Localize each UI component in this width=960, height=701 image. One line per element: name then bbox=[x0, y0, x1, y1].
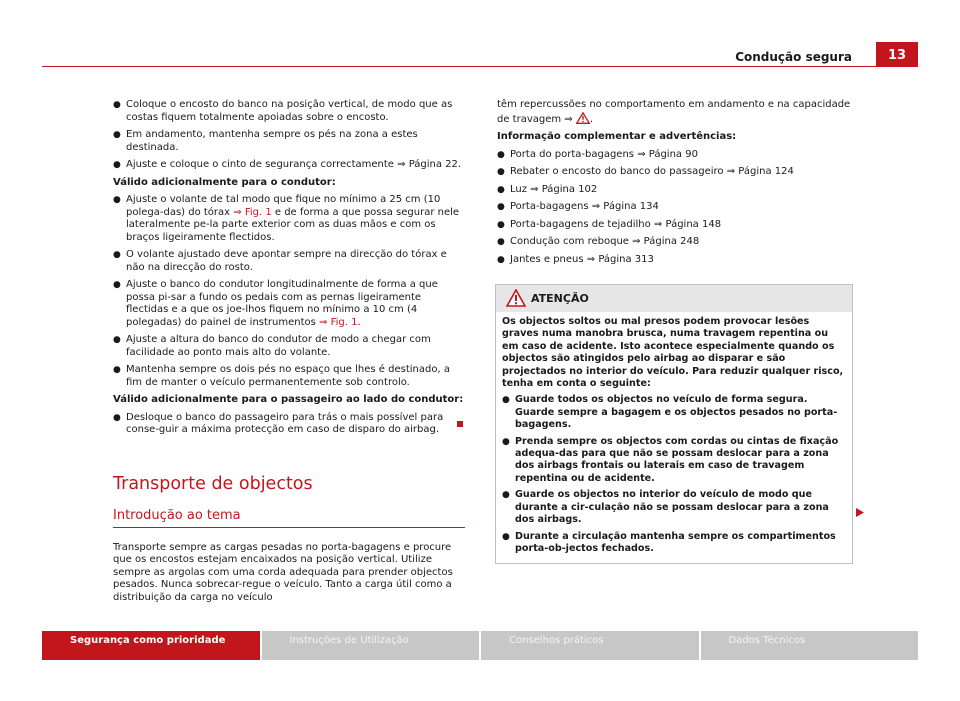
bullet-icon: ● bbox=[113, 335, 121, 345]
bullet-icon: ● bbox=[497, 202, 505, 212]
footer-tabs bbox=[42, 631, 918, 660]
continue-arrow-icon bbox=[856, 508, 864, 517]
tab-conselhos[interactable]: Conselhos práticos bbox=[479, 631, 699, 660]
tab-instrucoes[interactable]: Instruções de Utilização bbox=[260, 631, 480, 660]
bullet-item bbox=[497, 254, 851, 267]
page-number: 13 bbox=[876, 42, 918, 67]
bullet-icon: ● bbox=[497, 219, 505, 230]
figure-link[interactable]: ⇒ Fig. 1 bbox=[233, 206, 272, 218]
bullet-item: ● Desloque o banco do passageiro para trás o mais possível para conse-guir a máxima protecção em caso de disparo do airbag. bbox=[113, 411, 444, 435]
bullet-item: ● Ajuste o volante de tal modo que fique no mínimo a 25 cm (10 polega-das) do tórax ⇒ Fig. 1 e de forma a que possa segurar nele lateralmente pe-la parte exterior com as duas mãos e com os braços ligeiramente flectidos. bbox=[113, 194, 460, 243]
bullet-item bbox=[497, 219, 851, 232]
bullet-item bbox=[497, 149, 851, 162]
passenger-heading: Válido adicionalmente para o passageiro ao lado do condutor: bbox=[113, 394, 464, 405]
bullet-item bbox=[497, 236, 851, 249]
bullet-text: Luz ⇒ Página 102 bbox=[510, 183, 598, 195]
bullet-item bbox=[502, 436, 847, 486]
bullet-icon: ● bbox=[502, 531, 510, 542]
bullet-item: ● Ajuste a altura do banco do condutor de modo a chegar com facilidade ao ponto mais alto do volante. bbox=[113, 334, 431, 358]
bullet-item: ● O volante ajustado deve apontar sempre na direcção do tórax e não na direcção do rosto. bbox=[113, 249, 447, 273]
tab-seguranca[interactable]: Segurança como prioridade bbox=[42, 631, 260, 660]
bullet-icon: ● bbox=[113, 100, 121, 110]
bullet-item: ● Mantenha sempre os dois pés no espaço que lhes é destinado, a fim de manter o veículo permanentemente sob controlo. bbox=[113, 364, 450, 388]
bullet-item bbox=[502, 489, 847, 526]
bullet-item bbox=[497, 201, 851, 214]
bullet-text: Guarde os objectos no interior do veículo de modo que durante a cir-culação não se possam deslocar para a zona dos airbags. bbox=[515, 489, 829, 526]
bullet-icon: ● bbox=[497, 167, 505, 177]
warning-box bbox=[495, 284, 853, 564]
bullet-text: Prenda sempre os objectos com cordas ou cintas de fixação adequa-das para que não se possam deslocar para a zona dos airbags frontais ou laterais em caso de travagem repentina ou de acidente. bbox=[515, 435, 839, 484]
left-column bbox=[113, 99, 465, 609]
tab-dados[interactable]: Dados Técnicos bbox=[699, 631, 919, 660]
bullet-text: Porta-bagagens ⇒ Página 134 bbox=[510, 201, 659, 212]
bullet-item bbox=[502, 531, 847, 556]
running-header-title: Condução segura bbox=[735, 50, 852, 64]
section-title: Transporte de objectos bbox=[113, 473, 313, 494]
info-heading: Informação complementar e advertências: bbox=[497, 131, 737, 142]
bullet-text: Jantes e pneus ⇒ Página 313 bbox=[510, 253, 654, 265]
bullet-item bbox=[497, 166, 851, 179]
right-column bbox=[497, 99, 851, 271]
bullet-item bbox=[502, 394, 847, 431]
bullet-icon: ● bbox=[113, 160, 121, 170]
bullet-item: ● Ajuste o banco do condutor longitudinalmente de forma a que possa pi-sar a fundo os pedais com as pernas ligeiramente flectidas e a que os joe-lhos fiquem no mínimo a 10 cm (4 polegadas) do painel de instrumentos ⇒ Fig. 1. bbox=[113, 279, 438, 328]
bullet-text: Porta do porta-bagagens ⇒ Página 90 bbox=[510, 148, 698, 160]
bullet-text: Porta-bagagens de tejadilho ⇒ Página 148 bbox=[510, 218, 722, 230]
reference-list bbox=[497, 149, 851, 267]
bullet-text: Durante a circulação mantenha sempre os compartimentos porta-ob-jectos fechados. bbox=[515, 530, 836, 554]
subsection-title: Introdução ao tema bbox=[113, 508, 465, 528]
figure-link[interactable]: ⇒ Fig. 1 bbox=[319, 316, 358, 328]
bullet-icon: ● bbox=[497, 237, 505, 247]
bullet-icon: ● bbox=[113, 365, 121, 375]
bullet-text: Rebater o encosto do banco do passageiro ⇒ Página 124 bbox=[510, 166, 794, 177]
intro-paragraph: Transporte sempre as cargas pesadas no porta-bagagens e procure que os encostos estejam encaixados na posição vertical. Utilize sempre as argolas com uma corda adequada para prender objectos pesados. Nunca sobrecar-regue o veículo. Tanto a carga útil como a distribuição da carga no veículo bbox=[113, 541, 453, 603]
bullet-icon: ● bbox=[497, 149, 505, 160]
bullet-icon: ● bbox=[113, 130, 121, 140]
bullet-text: Condução com reboque ⇒ Página 248 bbox=[510, 236, 700, 247]
warning-header bbox=[496, 285, 852, 312]
continuation-paragraph: têm repercussões no comportamento em andamento e na capacidade de travagem ⇒ . bbox=[497, 99, 851, 125]
warning-title: ATENÇÃO bbox=[531, 292, 589, 305]
bullet-icon: ● bbox=[502, 436, 510, 447]
warning-list bbox=[502, 394, 847, 555]
warning-triangle-icon bbox=[576, 112, 590, 124]
bullet-icon: ● bbox=[113, 250, 121, 260]
bullet-icon: ● bbox=[497, 254, 505, 265]
bullet-icon: ● bbox=[497, 184, 505, 195]
bullet-icon: ● bbox=[113, 280, 121, 290]
driver-heading: Válido adicionalmente para o condutor: bbox=[113, 176, 336, 188]
bullet-item: ● Ajuste e coloque o cinto de segurança correctamente ⇒ Página 22. bbox=[113, 159, 462, 170]
warning-body bbox=[496, 312, 852, 563]
bullet-icon: ● bbox=[502, 490, 510, 501]
warning-triangle-icon bbox=[506, 289, 526, 307]
bullet-icon: ● bbox=[502, 395, 510, 406]
bullet-item: ● Em andamento, mantenha sempre os pés na zona a estes destinada. bbox=[113, 129, 418, 153]
bullet-item bbox=[497, 184, 851, 197]
bullet-text: Guarde todos os objectos no veículo de forma segura. Guarde sempre a bagagem e os objectos pesados no porta-bagagens. bbox=[515, 394, 838, 431]
end-of-section-marker-icon bbox=[457, 421, 463, 427]
header-rule bbox=[42, 66, 918, 67]
warning-intro: Os objectos soltos ou mal presos podem provocar lesões graves numa manobra brusca, numa travagem repentina ou em caso de acidente. Isto acontece especialmente quando os objectos são atingidos pelo airbag ao disparar e são projectados no interior do veículo. Para reduzir qualquer risco, tenha em conta o seguinte: bbox=[502, 316, 844, 390]
bullet-icon: ● bbox=[113, 195, 121, 205]
bullet-item: ● Coloque o encosto do banco na posição vertical, de modo que as costas fiquem totalmente apoiadas sobre o encosto. bbox=[113, 99, 453, 123]
bullet-icon: ● bbox=[113, 412, 121, 423]
